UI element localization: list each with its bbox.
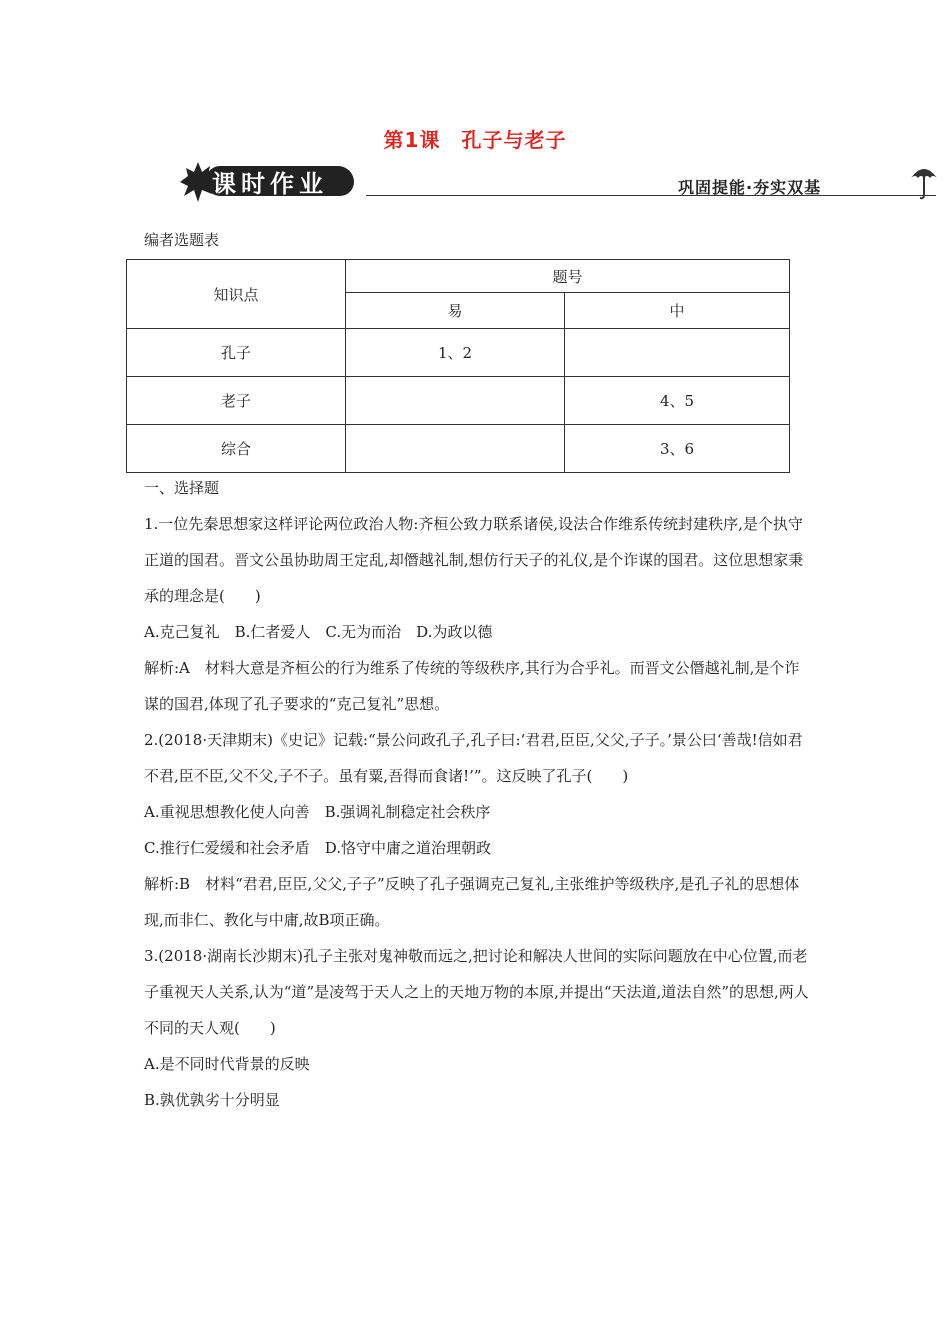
header-medium: 中 bbox=[565, 293, 790, 329]
row-easy bbox=[346, 377, 565, 425]
header-easy: 易 bbox=[346, 293, 565, 329]
question-2-options-cd: C.推行仁爱缓和社会矛盾 D.恪守中庸之道治理朝政 bbox=[144, 839, 491, 857]
row-easy: 1、2 bbox=[346, 329, 565, 377]
header-knowledge: 知识点 bbox=[127, 260, 346, 329]
question-2-options-ab: A.重视思想教化使人向善 B.强调礼制稳定社会秩序 bbox=[144, 803, 491, 821]
banner-rule bbox=[366, 195, 936, 196]
section-heading: 一、选择题 bbox=[144, 479, 220, 497]
row-easy bbox=[346, 425, 565, 473]
question-2-stem: 2.(2018·天津期末)《史记》记载:“景公问政孔子,孔子曰:‘君君,臣臣,父父,子子。’景公曰‘善哉!信如君不君,臣不臣,父不父,子不子。虽有粟,吾得而食诸!’”。这反映了孔子( ) bbox=[144, 731, 803, 785]
question-content bbox=[144, 476, 814, 1118]
question-1-options: A.克己复礼 B.仁者爱人 C.无为而治 D.为政以德 bbox=[144, 623, 493, 641]
row-topic: 孔子 bbox=[127, 329, 346, 377]
lesson-title: 第1课 孔子与老子 bbox=[383, 128, 567, 152]
section-banner bbox=[176, 160, 936, 206]
question-3-option-b: B.孰优孰劣十分明显 bbox=[144, 1091, 280, 1109]
question-3-option-a: A.是不同时代背景的反映 bbox=[144, 1055, 310, 1073]
umbrella-icon bbox=[910, 162, 938, 200]
question-3-stem: 3.(2018·湖南长沙期末)孔子主张对鬼神敬而远之,把讨论和解决人世间的实际问题放在中心位置,而老子重视天人关系,认为“道”是凌驾于天人之上的天地万物的本原,并提出“天法道,道法自然”的思想,两人不同的天人观( ) bbox=[144, 947, 809, 1037]
row-medium: 4、5 bbox=[565, 377, 790, 425]
table-row bbox=[127, 377, 790, 425]
table-row bbox=[127, 425, 790, 473]
row-medium bbox=[565, 329, 790, 377]
header-questions: 题号 bbox=[346, 260, 790, 293]
row-topic: 老子 bbox=[127, 377, 346, 425]
banner-slogan: 巩固提能·夯实双基 bbox=[678, 178, 822, 197]
table-caption: 编者选题表 bbox=[144, 231, 220, 249]
table-row bbox=[127, 329, 790, 377]
topic-selection-table bbox=[126, 259, 790, 473]
banner-label: 课时作业 bbox=[206, 166, 354, 196]
question-1-stem: 1.一位先秦思想家这样评论两位政治人物:齐桓公致力联系诸侯,设法合作维系传统封建秩序,是个执守正道的国君。晋文公虽协助周王定乱,却僭越礼制,想仿行天子的礼仪,是个诈谋的国君。这位思想家秉承的理念是( ) bbox=[144, 515, 804, 605]
row-medium: 3、6 bbox=[565, 425, 790, 473]
question-2-analysis: 解析:B 材料“君君,臣臣,父父,子子”反映了孔子强调克己复礼,主张维护等级秩序,是孔子礼的思想体现,而非仁、教化与中庸,故B项正确。 bbox=[144, 875, 800, 929]
row-topic: 综合 bbox=[127, 425, 346, 473]
question-1-analysis: 解析:A 材料大意是齐桓公的行为维系了传统的等级秩序,其行为合乎礼。而晋文公僭越礼制,是个诈谋的国君,体现了孔子要求的“克己复礼”思想。 bbox=[144, 659, 800, 713]
